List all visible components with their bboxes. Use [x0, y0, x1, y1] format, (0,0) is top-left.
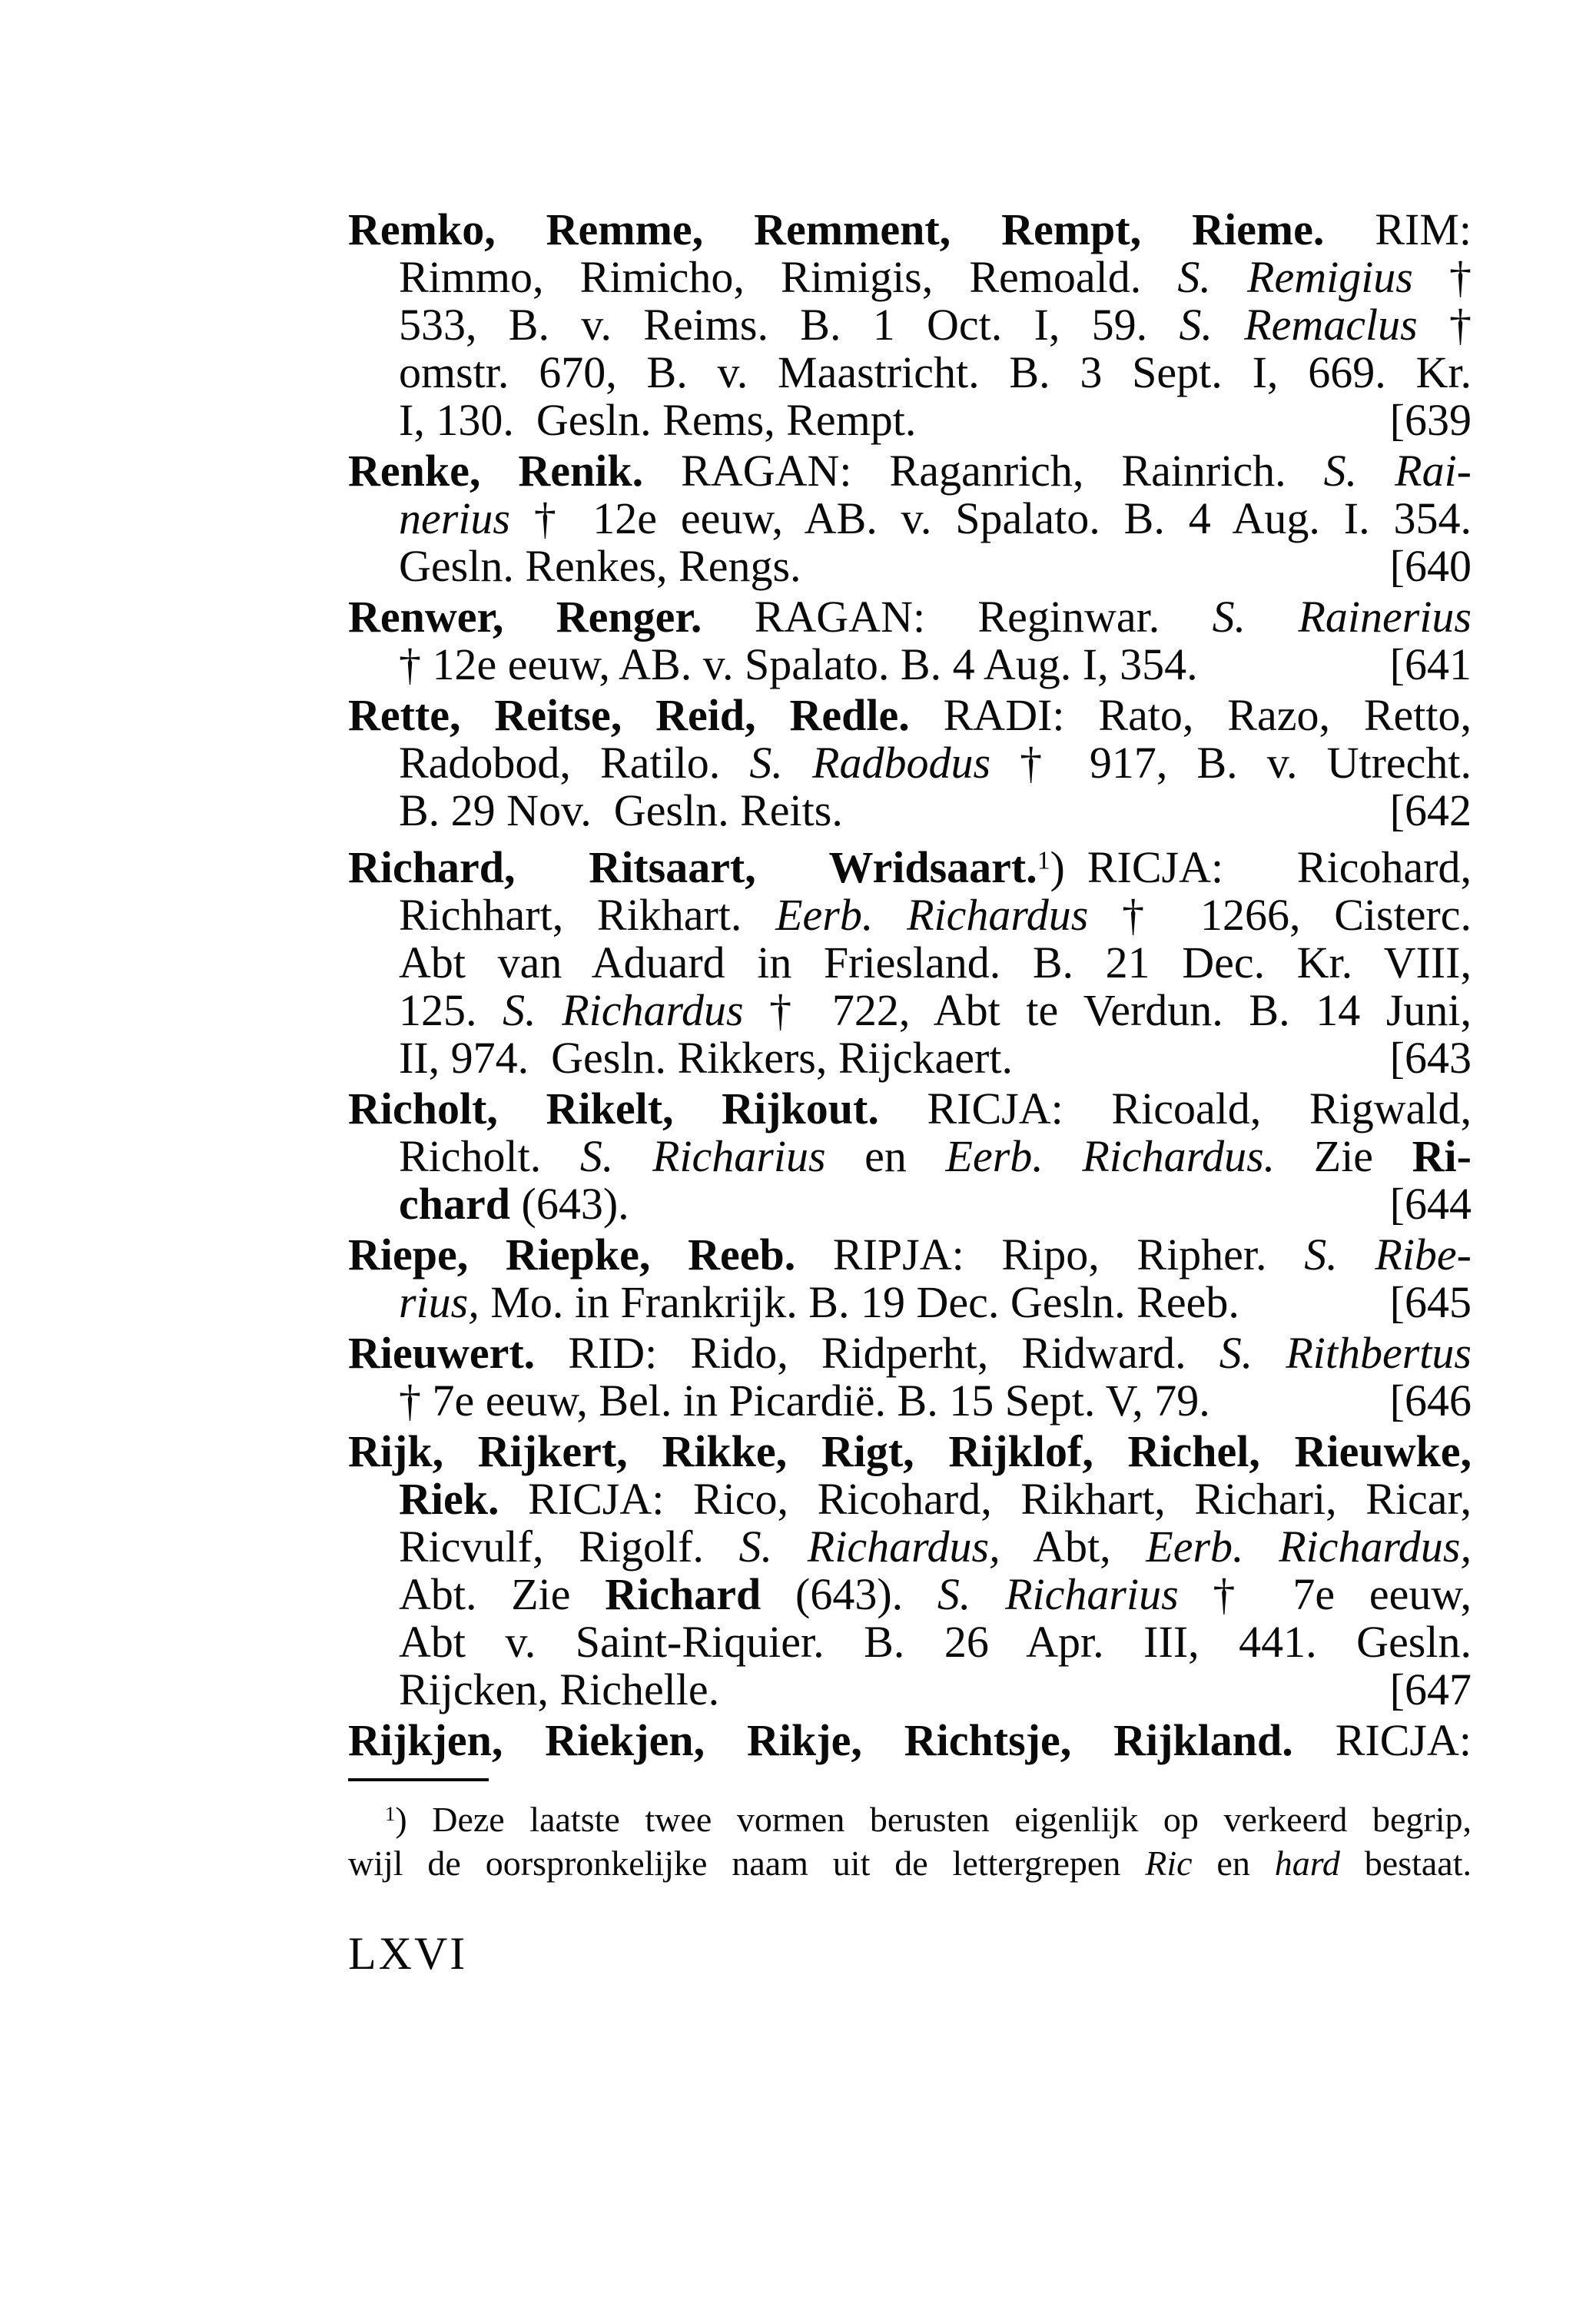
entry-line: [348, 1666, 1472, 1714]
entry-line: [348, 206, 1472, 254]
text-segment: RIM:: [1324, 204, 1472, 254]
line-text: [348, 1715, 1472, 1765]
entry-ref-number: [646: [1389, 1376, 1472, 1426]
text-segment: wijl de oorspronkelijke naam uit de lettergrepen: [348, 1844, 1146, 1884]
footnote-line: [348, 1841, 1472, 1885]
text-segment: I, 130. Gesln. Rems, Rempt.: [399, 395, 917, 445]
text-segment: rius,: [399, 1277, 479, 1328]
text-segment: Gesln. Renkes, Rengs.: [399, 541, 801, 591]
line-text: [399, 543, 801, 590]
text-segment: Richard, Ritsaart, Wridsaart.: [348, 842, 1037, 893]
line-text: [399, 1377, 1210, 1425]
entry-line: [348, 891, 1472, 939]
entry: [348, 1717, 1472, 1764]
text-segment: 533, B. v. Reims. B. 1 Oct. I, 59.: [399, 300, 1180, 350]
text-segment: † 7e eeuw, Bel. in Picardië. B. 15 Sept. V, 79.: [399, 1376, 1210, 1426]
text-segment: nerius: [399, 493, 510, 543]
entry-line: [348, 1571, 1472, 1618]
line-text: [348, 592, 1472, 642]
line-text: [348, 204, 1472, 254]
entry-ref-number: [641: [1389, 639, 1472, 689]
text-segment: bestaat.: [1339, 1844, 1472, 1884]
line-text: [399, 890, 1472, 940]
entry: [348, 593, 1472, 689]
entry-ref-number: [645: [1389, 1277, 1472, 1328]
text-segment: S. Remigius: [1177, 252, 1413, 302]
text-segment: Zie: [1275, 1131, 1412, 1182]
entry: [348, 1428, 1472, 1714]
entry-line: [348, 1717, 1472, 1764]
text-segment: S. Radbodus: [749, 738, 991, 788]
line-text: [399, 1180, 629, 1228]
text-segment: Renke, Renik.: [348, 446, 644, 496]
entry-line: [348, 254, 1472, 301]
text-segment: ) Deze laatste twee vormen berusten eigenlijk op verkeerd begrip,: [395, 1800, 1472, 1840]
entry: [348, 692, 1472, 835]
text-segment: RAGAN: Raganrich, Rainrich.: [643, 446, 1324, 496]
text-segment: Rijkjen, Riekjen, Rikje, Richtsje, Rijkland.: [348, 1715, 1293, 1766]
entry-line: [348, 641, 1472, 689]
text-segment: 125.: [399, 985, 503, 1036]
text-segment: †: [1417, 300, 1472, 350]
text-segment: Riepe, Riepke, Reeb.: [348, 1230, 796, 1280]
entry-line: [348, 1475, 1472, 1523]
line-text: [399, 738, 1472, 788]
text-segment: † 1266, Cisterc.: [1088, 890, 1472, 941]
line-text: [399, 1617, 1472, 1667]
text-segment: (643).: [510, 1179, 629, 1230]
entry-line: [348, 1180, 1472, 1228]
text-segment: RAGAN: Reginwar.: [702, 592, 1213, 642]
text-segment: RID: Rido, Ridperht, Ridward.: [535, 1328, 1219, 1379]
line-text: [399, 1279, 1239, 1326]
line-text: [348, 1426, 1472, 1476]
text-segment: Richard: [605, 1569, 762, 1620]
entry-line: [348, 1377, 1472, 1425]
entry-line: [348, 1231, 1472, 1279]
text-segment: RICJA:: [1292, 1715, 1472, 1766]
line-text: [399, 493, 1472, 543]
text-segment: Richhart, Rikhart.: [399, 890, 776, 941]
entry-ref-number: [643: [1389, 1033, 1472, 1084]
entry-line: [348, 939, 1472, 987]
entry-line: [348, 987, 1472, 1034]
text-segment: S. Richarius: [579, 1131, 826, 1182]
entry-line: [348, 1329, 1472, 1377]
text-segment: ) RICJA: Ricohard,: [1050, 842, 1472, 893]
page-number: LXVI: [348, 1928, 468, 1980]
text-segment: 1: [385, 1802, 396, 1826]
entry: [348, 1085, 1472, 1228]
text-segment: en: [1192, 1844, 1275, 1884]
entry-line: [348, 1034, 1472, 1082]
text-column: [348, 206, 1472, 1979]
text-segment: RICJA: Rico, Ricohard, Rikhart, Richari, Ricar,: [499, 1474, 1472, 1525]
entry-line: [348, 1279, 1472, 1326]
entry-line: [348, 593, 1472, 641]
text-segment: II, 974. Gesln. Rikkers, Rijckaert.: [399, 1033, 1013, 1084]
text-segment: †: [1412, 252, 1472, 302]
line-text: [399, 985, 1472, 1035]
text-segment: † 12e eeuw, AB. v. Spalato. B. 4 Aug. I. 354.: [510, 493, 1472, 543]
footnote: [348, 1778, 1472, 1885]
text-segment: chard: [399, 1179, 510, 1230]
text-segment: en: [825, 1131, 946, 1182]
text-segment: S. Richardus,: [738, 1522, 1000, 1572]
line-text: [348, 842, 1472, 892]
entry-ref-number: [642: [1389, 785, 1472, 835]
text-segment: B. 29 Nov. Gesln. Reits.: [399, 785, 843, 835]
text-segment: † 722, Abt te Verdun. B. 14 Juni,: [743, 985, 1472, 1036]
entry: [348, 1329, 1472, 1425]
text-segment: Eerb. Richardus,: [1146, 1522, 1472, 1572]
line-text: [399, 300, 1472, 350]
entry-line: [348, 1085, 1472, 1133]
text-segment: 1: [1037, 847, 1050, 875]
text-segment: RICJA: Ricoald, Rigwald,: [878, 1084, 1472, 1134]
text-segment: Abt van Aduard in Friesland. B. 21 Dec. Kr. VIII,: [399, 938, 1472, 988]
text-segment: Ri-: [1412, 1131, 1472, 1182]
text-segment: Richolt.: [399, 1131, 580, 1182]
text-segment: RIPJA: Ripo, Ripher.: [795, 1230, 1305, 1280]
text-segment: Remko, Remme, Remment, Rempt, Rieme.: [348, 204, 1325, 254]
line-text: [399, 397, 916, 444]
text-segment: S. Rainerius: [1212, 592, 1472, 642]
entry: [348, 1231, 1472, 1326]
entry-line: [348, 1428, 1472, 1475]
text-segment: Radobod, Ratilo.: [399, 738, 750, 788]
footnote-lines: [348, 1792, 1472, 1885]
entries: [348, 206, 1472, 1764]
text-segment: S. Rithbertus: [1219, 1328, 1472, 1379]
text-segment: Ric: [1145, 1844, 1193, 1884]
text-segment: RADI: Rato, Razo, Retto,: [909, 690, 1472, 740]
entry-line: [348, 692, 1472, 739]
text-segment: Eerb. Richardus.: [945, 1131, 1276, 1182]
line-text: [399, 787, 843, 835]
text-segment: Abt,: [1000, 1522, 1146, 1572]
entry-line: [348, 787, 1472, 835]
line-text: [399, 1034, 1013, 1082]
line-text: [399, 1474, 1472, 1524]
text-segment: Rijcken, Richelle.: [399, 1664, 720, 1715]
entry: [348, 838, 1472, 1082]
line-text: [348, 446, 1472, 496]
footnote-separator: [348, 1778, 489, 1781]
line-text: [399, 938, 1472, 987]
entry-line: [348, 1618, 1472, 1666]
line-text: [399, 252, 1472, 302]
text-segment: Rijk, Rijkert, Rikke, Rigt, Rijklof, Richel, Rieuwke,: [348, 1426, 1472, 1477]
text-segment: hard: [1274, 1844, 1340, 1884]
text-segment: (643).: [761, 1569, 937, 1620]
entry: [348, 206, 1472, 444]
entry-line: [348, 1523, 1472, 1571]
entry-line: [348, 301, 1472, 349]
entry-line: [348, 543, 1472, 590]
text-segment: Rette, Reitse, Reid, Redle.: [348, 690, 910, 740]
text-segment: S. Remaclus: [1179, 300, 1418, 350]
text-segment: Riek.: [399, 1474, 499, 1525]
footnote-line: [348, 1792, 1472, 1841]
text-segment: Richolt, Rikelt, Rijkout.: [348, 1084, 879, 1134]
entry-line: [348, 349, 1472, 397]
entry-line: [348, 1133, 1472, 1180]
text-segment: Rieuwert.: [348, 1328, 536, 1379]
text-segment: S. Richardus: [503, 985, 744, 1036]
text-segment: Eerb. Richardus: [775, 890, 1089, 941]
entry-ref-number: [644: [1389, 1179, 1472, 1230]
line-text: [399, 1522, 1472, 1572]
entry-line: [348, 397, 1472, 444]
text-segment: Ricvulf, Rigolf.: [399, 1522, 739, 1572]
line-text: [385, 1800, 1472, 1839]
text-segment: Rimmo, Rimicho, Rimigis, Remoald.: [399, 252, 1178, 302]
text-segment: † 917, B. v. Utrecht.: [990, 738, 1472, 788]
entry-line: [348, 495, 1472, 543]
entry-ref-number: [640: [1389, 541, 1472, 591]
entry-ref-number: [639: [1389, 395, 1472, 445]
line-text: [399, 1131, 1472, 1181]
text-segment: † 7e eeuw,: [1178, 1569, 1472, 1620]
text-segment: Abt v. Saint-Riquier. B. 26 Apr. III, 441. Gesln.: [399, 1617, 1472, 1668]
entry-ref-number: [647: [1389, 1664, 1472, 1715]
text-segment: Mo. in Frankrijk. B. 19 Dec. Gesln. Reeb.: [479, 1277, 1239, 1328]
line-text: [348, 1230, 1472, 1279]
entry: [348, 447, 1472, 590]
entry-line: [348, 447, 1472, 495]
line-text: [348, 690, 1472, 740]
text-segment: S. Ribe-: [1304, 1230, 1472, 1280]
line-text: [399, 1666, 719, 1714]
line-text: [399, 1569, 1472, 1619]
text-segment: S. Richarius: [937, 1569, 1179, 1620]
entry-line: [348, 838, 1472, 891]
text-segment: Renwer, Renger.: [348, 592, 702, 642]
line-text: [399, 347, 1472, 397]
line-text: [348, 1084, 1472, 1133]
entry-line: [348, 739, 1472, 787]
text-segment: Abt. Zie: [399, 1569, 606, 1620]
line-text: [348, 1844, 1472, 1883]
line-text: [399, 641, 1198, 689]
text-segment: omstr. 670, B. v. Maastricht. B. 3 Sept. I, 669. Kr.: [399, 347, 1472, 397]
text-segment: S. Rai-: [1323, 446, 1472, 496]
line-text: [348, 1328, 1472, 1378]
text-segment: † 12e eeuw, AB. v. Spalato. B. 4 Aug. I, 354.: [399, 639, 1198, 689]
